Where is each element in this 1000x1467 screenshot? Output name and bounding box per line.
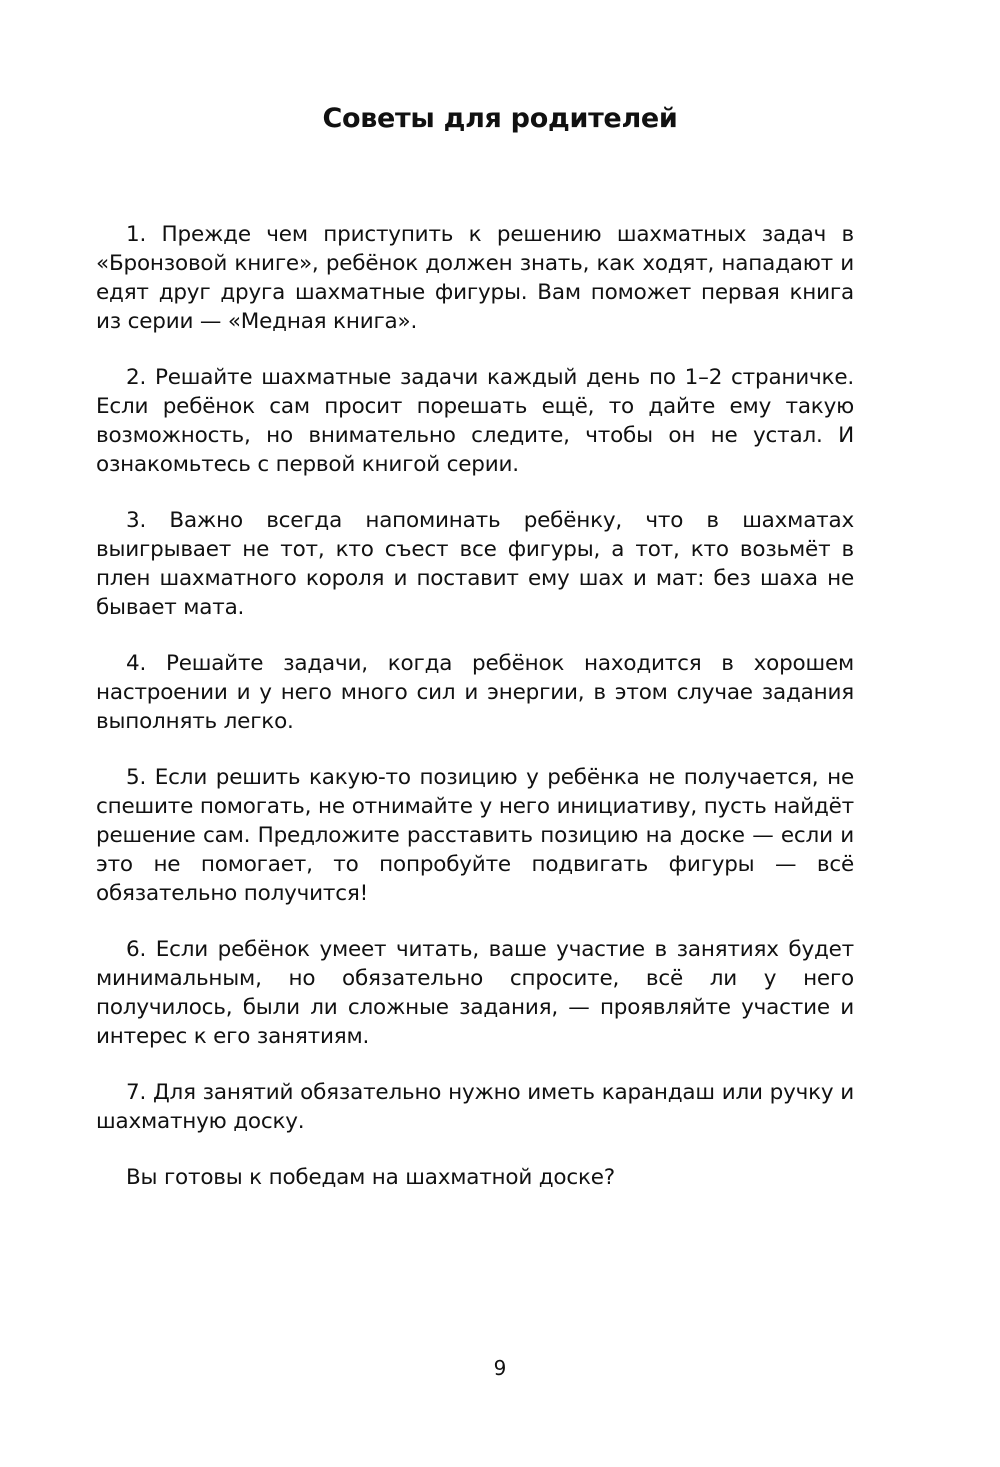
advice-paragraph-5: 5. Если решить какую-то позицию у ребёнка не получается, не спешите помогать, не отнимайте у него инициативу, пусть найдёт решение сам. Предложите расставить позицию на доске — если и это не помогает, то попробуйте подвигать фигуры — всё обязательно получится! (96, 765, 854, 906)
advice-paragraph-1: 1. Прежде чем приступить к решению шахматных задач в «Бронзовой книге», ребёнок должен знать, как ходят, нападают и едят друг друга шахматные фигуры. Вам поможет первая книга из серии — «Медная книга». (96, 222, 854, 334)
advice-paragraph-7: 7. Для занятий обязательно нужно иметь карандаш или ручку и шахматную доску. (96, 1080, 854, 1134)
advice-list (96, 220, 854, 1219)
advice-paragraph-4: 4. Решайте задачи, когда ребёнок находится в хорошем настроении и у него много сил и энергии, в этом случае задания выполнять легко. (96, 651, 854, 734)
closing-question: Вы готовы к победам на шахматной доске? (126, 1165, 616, 1190)
advice-paragraph-2: 2. Решайте шахматные задачи каждый день по 1–2 страничке. Если ребёнок сам просит порешать ещё, то дайте ему такую возможность, но внимательно следите, чтобы он не устал. И ознакомьтесь с первой книгой серии. (96, 365, 854, 477)
advice-paragraph-6: 6. Если ребёнок умеет читать, ваше участие в занятиях будет минимальным, но обязательно спросите, всё ли у него получилось, были ли сложные задания, — проявляйте участие и интерес к его занятиям. (96, 937, 854, 1049)
advice-paragraph-3: 3. Важно всегда напоминать ребёнку, что в шахматах выигрывает не тот, кто съест все фигуры, а тот, кто возьмёт в плен шахматного короля и поставит ему шах и мат: без шаха не бывает мата. (96, 508, 854, 620)
page-title: Советы для родителей (322, 103, 678, 134)
page-number: 9 (493, 1356, 507, 1380)
